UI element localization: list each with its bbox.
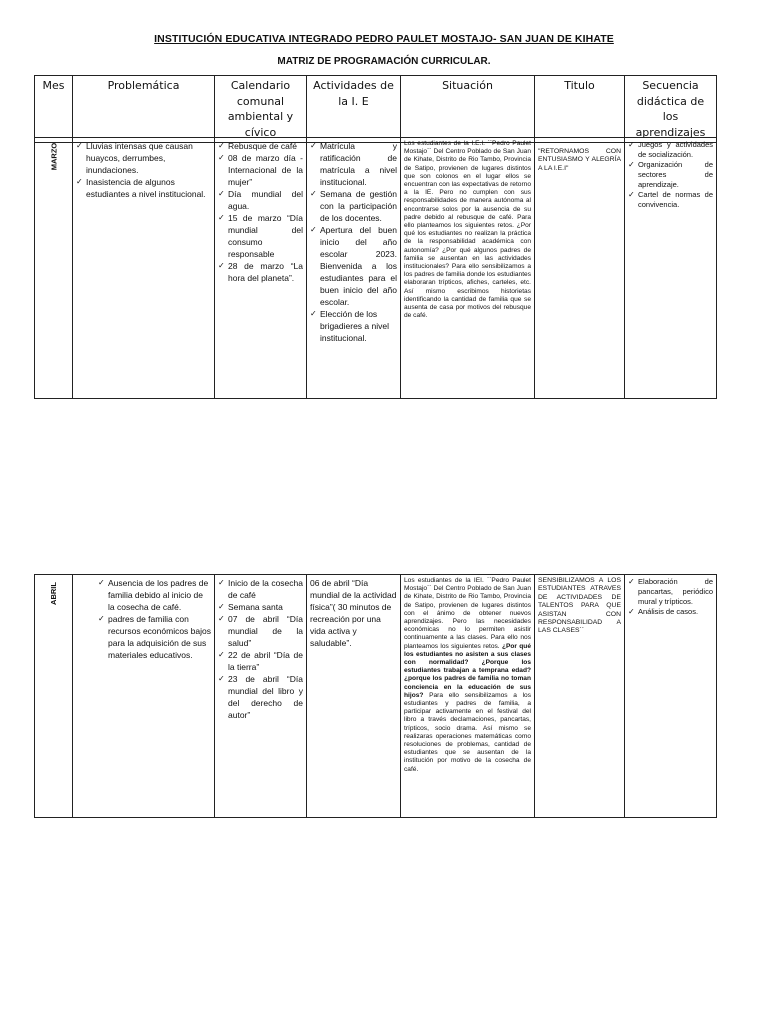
problematica-list-marzo	[76, 140, 211, 200]
header-titulo: Titulo	[535, 76, 625, 143]
titulo-cell-abril	[535, 575, 625, 818]
calendario-cell-marzo	[215, 138, 307, 399]
header-mes: Mes	[35, 76, 73, 143]
list-item: ✓ Elección de los brigadieres a nivel institucional.	[310, 308, 397, 344]
list-item: ✓ Lluvias intensas que causan huaycos, derrumbes, inundaciones.	[76, 140, 211, 176]
list-item: ✓ Cartel de normas de convivencia.	[628, 190, 713, 210]
secuencia-list-abril	[628, 577, 713, 617]
list-item: ✓ Inicio de la cosecha de café	[218, 577, 303, 601]
secuencia-list-marzo	[628, 140, 713, 210]
list-item: ✓ Matrícula y ratificación de matrícula a nivel institucional.	[310, 140, 397, 188]
list-item: ✓ Ausencia de los padres de familia debido al inicio de la cosecha de café.	[98, 577, 211, 613]
problematica-list-abril	[76, 577, 211, 661]
header-problematica: Problemática	[73, 76, 215, 143]
list-item: ✓ Juegos y actividades de socialización.	[628, 140, 713, 160]
secuencia-cell-marzo	[625, 138, 717, 399]
list-item: ✓ 22 de abril “Día de la tierra”	[218, 649, 303, 673]
secuencia-cell-abril	[625, 575, 717, 818]
actividades-sublist-marzo	[310, 308, 397, 344]
list-item: ✓ Organización de sectores de aprendizaje.	[628, 160, 713, 190]
titulo-text-marzo: "RETORNAMOS CON ENTUSIASMO Y ALEGRÍA A LA I.E.I"	[538, 148, 621, 172]
list-item: ✓ Análisis de casos.	[628, 607, 713, 617]
list-item: ✓ Día mundial del agua.	[218, 188, 303, 212]
list-item: ✓ Apertura del buen inicio del año escolar 2023. Bienvenida a los estudiantes para el buen inicio del año escolar.	[310, 224, 397, 308]
header-calendario: Calendario comunal ambiental y cívico	[215, 76, 307, 143]
header-secuencia: Secuencia didáctica de los aprendizajes	[625, 76, 717, 143]
list-item: ✓ Elaboración de pancartas, periódico mural y trípticos.	[628, 577, 713, 607]
situacion-cell-abril	[401, 575, 535, 818]
titulo-text-abril: SENSIBILIZAMOS A LOS ESTUDIANTES ATRAVES DE ACTIVIDADES DE TALENTOS PARA QUE ASISTAN CON RESPONSABILIDAD A LAS CLASES´´	[538, 577, 621, 635]
actividades-cell-marzo	[307, 138, 401, 399]
situacion-cell-marzo	[401, 138, 535, 399]
situacion-closing-abril: Para ello sensibilizamos a los estudiantes y padres de familia, a participar activamente en el festival del libro a través declamaciones, pancartas, trípticos, socio drama. Así mismo se realizaras operaciones matemáticas como resoluciones de problemas, cantidad de estudiantes que se ausentan de la institución por motivo de la cosecha de café.	[404, 691, 531, 773]
calendario-list-abril	[218, 577, 303, 721]
list-item: ✓ 15 de marzo “Día mundial del consumo responsable	[218, 212, 303, 260]
list-item: ✓ Semana de gestión con la participación de los docentes.	[310, 188, 397, 224]
list-item: ✓ padres de familia con recursos económicos bajos para la adquisición de sus materiales educativos.	[98, 613, 211, 661]
list-item: ✓ 07 de abril “Día mundial de la salud”	[218, 613, 303, 649]
problematica-cell-marzo	[73, 138, 215, 399]
month-cell-abril	[35, 575, 73, 818]
month-label-abril: ABRIL	[48, 582, 58, 605]
table-row-abril	[35, 575, 717, 818]
header-table	[34, 75, 717, 143]
header-actividades: Actividades de la I. E	[307, 76, 401, 143]
list-item: ✓ Semana santa	[218, 601, 303, 613]
actividades-text-abril: 06 de abril “Día mundial de la actividad física”( 30 minutos de recreación por una vida activa y saludable”.	[310, 578, 397, 648]
list-item: ✓ 08 de marzo día - Internacional de la mujer”	[218, 152, 303, 188]
month-cell-marzo	[35, 138, 73, 399]
list-item: ✓ Inasistencia de algunos estudiantes a nivel institucional.	[76, 176, 211, 200]
marzo-table	[34, 137, 717, 399]
calendario-list-marzo	[218, 140, 303, 284]
situacion-text-abril	[404, 577, 531, 774]
titulo-cell-marzo	[535, 138, 625, 399]
header-situacion: Situación	[401, 76, 535, 143]
situacion-questions-abril: ¿Por qué los estudiantes no asisten a sus clases con normalidad? ¿Porque los estudiantes trabajan a temprana edad? ¿porque los padres de familia no toman conciencia en la educación de sus hijos?	[404, 642, 532, 699]
document-subtitle: MATRIZ DE PROGRAMACIÓN CURRICULAR.	[277, 56, 491, 67]
problematica-cell-abril	[73, 575, 215, 818]
list-item: ✓ Rebusque de café	[218, 140, 303, 152]
table-row-marzo	[35, 138, 717, 399]
calendario-cell-abril	[215, 575, 307, 818]
month-label-marzo: MARZO	[49, 142, 58, 171]
actividades-list-marzo	[310, 140, 397, 308]
list-item: ✓ 23 de abril “Día mundial del libro y del derecho de autor”	[218, 673, 303, 721]
situacion-text-marzo: Los estudiantes de la I.E.I. ``Pedro Paulet Mostajo´´ Del Centro Poblado de San Juan de Kihate, Distrito de Rio Tambo, Provincia de Satipo, provienen de lugares distintos que son colonos en el lugar ellos se encuentran con las expectativas de retorno a la IE. Pero no cumplen con sus responsabilidades de manera autónoma al encontrarse solos por la ausencia de su padre debido al rebusque de café. Para ello planteamos los siguientes retos. ¿Por qué los estudiantes no realizan la práctica de la responsabilidad académica con autonomía? ¿Por qué algunos padres de familia se ausentan en las actividades institucionales? Para ello sensibilizamos a los padres de familia donde los estudiantes elaboraran trípticos, afiches, carteles, etc. Así mismo escribimos historietas identificando la cantidad de familia que se ausenta de casa por motivos del rebusque de café.	[404, 140, 531, 320]
abril-table	[34, 574, 717, 818]
document-title: INSTITUCIÓN EDUCATIVA INTEGRADO PEDRO PAULET MOSTAJO- SAN JUAN DE KIHATE	[154, 33, 614, 45]
list-item: ✓ 28 de marzo “La hora del planeta”.	[218, 260, 303, 284]
situacion-intro-abril: Los estudiantes de la IEI. ``Pedro Paulet Mostajo´´ Del Centro Poblado de San Juan de Kihate, Distrito de Rio Tambo, Provincia de Satipo, provienen de lugares distintos con el ánimo de obtener nuevos aprendizajes. Pero las necesidades económicas no lo permiten asistir continuamente a las clases. Para ello nos planteamos los siguientes retos.	[404, 577, 531, 650]
actividades-cell-abril	[307, 575, 401, 818]
